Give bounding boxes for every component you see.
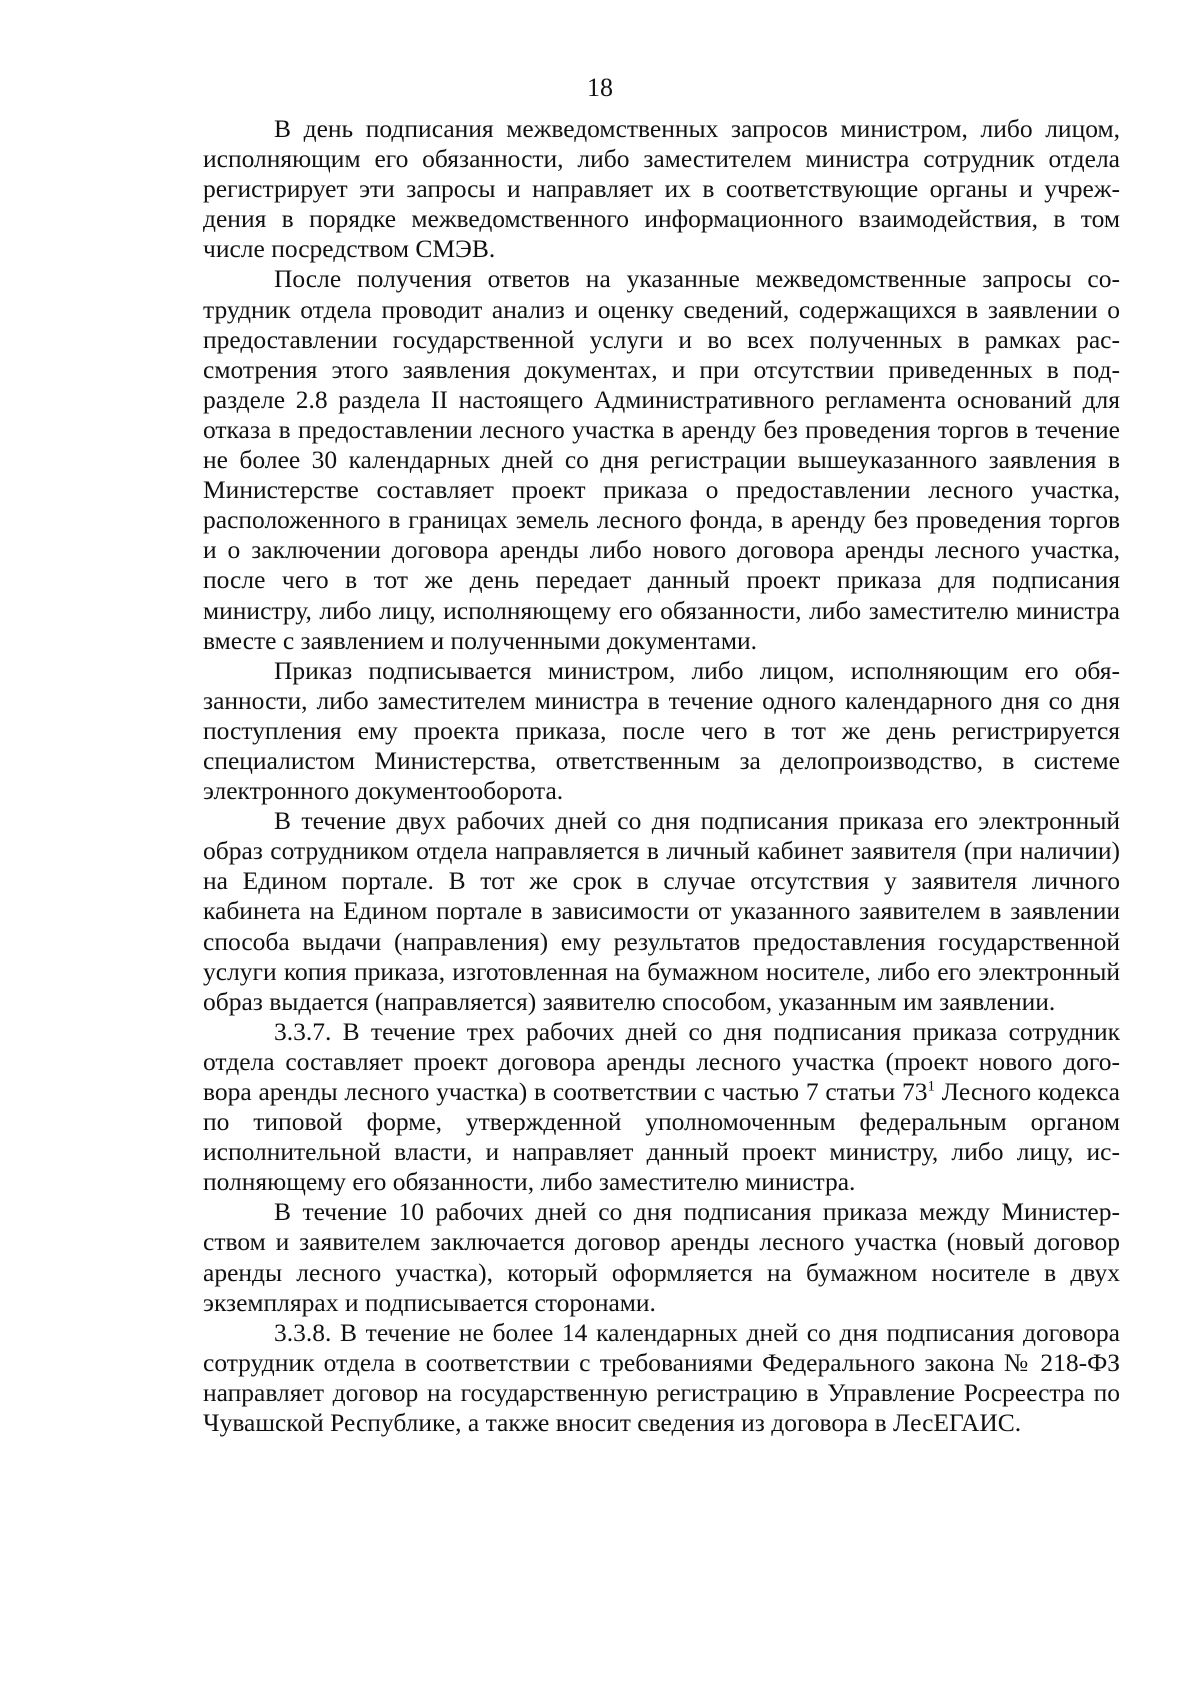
page-number: 18 bbox=[587, 73, 613, 102]
paragraph-interagency-requests: В день подписания межведомственных запросов министром, либо лицом, исполняющим его обязанности, либо заместителем министра сотрудник отдела регистрирует эти запросы и направляет их в соответствующие органы и учреждения в порядке межведомственного информационного взаимодействия, в том числе посредством СМЭВ. bbox=[203, 114, 1120, 264]
document-body bbox=[203, 114, 1120, 1438]
paragraph-3-3-7-text-before: 3.3.7. В течение трех рабочих дней со дня подписания приказа сотрудник отдела составляет проект договора аренды лесного участка (проект нового договора аренды лесного участка) в соответствии с частью 7 статьи 73 bbox=[203, 1016, 1120, 1106]
paragraph-lease-contract: В течение 10 рабочих дней со дня подписания приказа между Министерством и заявителем заключается договор аренды лесного участка (новый договор аренды лесного участка), который оформляется на бумажном носителе в двух экземплярах и подписывается сторонами. bbox=[203, 1197, 1120, 1317]
paragraph-order-delivery: В течение двух рабочих дней со дня подписания приказа его электронный образ сотрудником отдела направляется в личный кабинет заявителя (при наличии) на Едином портале. В тот же срок в случае отсутствия у заявителя личного кабинета на Едином портале в зависимости от указанного заявителем в заявлении способа выдачи (направления) ему результатов предоставления государственной услуги копия приказа, изготовленная на бумажном носителе, либо его электронный образ выдается (направляется) заявителю способом, указанным им заявлении. bbox=[203, 806, 1120, 1016]
footnote-superscript: 1 bbox=[927, 1078, 935, 1095]
paragraph-3-3-7-text-after: Лесного кодекса по типовой форме, утвержденной уполномоченным федеральным органом исполнительной власти, и направляет данный проект министру, либо лицу, исполняющему его обязанности, либо заместителю министра. bbox=[203, 1077, 1120, 1197]
paragraph-3-3-7 bbox=[203, 1017, 1120, 1198]
paragraph-analysis-and-draft-order: После получения ответов на указанные межведомственные запросы сотрудник отдела проводит анализ и оценку сведений, содержащихся в заявлении о предоставлении государственной услуги и во всех полученных в рамках рассмотрения этого заявления документах, и при отсутствии приведенных в подразделе 2.8 раздела II настоящего Административного регламента оснований для отказа в предоставлении лесного участка в аренду без проведения торгов в течение не более 30 календарных дней со дня регистрации вышеуказанного заявления в Министерстве составляет проект приказа о предоставлении лесного участка, расположенного в границах земель лесного фонда, в аренду без проведения торгов и о заключении договора аренды либо нового договора аренды лесного участка, после чего в тот же день передает данный проект приказа для подписания министру, либо лицу, исполняющему его обязанности, либо заместителю министра вместе с заявлением и полученными документами. bbox=[203, 264, 1120, 655]
paragraph-3-3-8: 3.3.8. В течение не более 14 календарных дней со дня подписания договора сотрудник отдела в соответствии с требованиями Федерального закона № 218-ФЗ направляет договор на государственную регистрацию в Управление Росреестра по Чувашской Республике, а также вносит сведения из договора в ЛесЕГАИС. bbox=[203, 1317, 1120, 1438]
paragraph-order-signing: Приказ подписывается министром, либо лицом, исполняющим его обязанности, либо заместителем министра в течение одного календарного дня со дня поступления ему проекта приказа, после чего в тот же день регистрируется специалистом Министерства, ответственным за делопроизводство, в системе электронного документооборота. bbox=[203, 655, 1120, 806]
